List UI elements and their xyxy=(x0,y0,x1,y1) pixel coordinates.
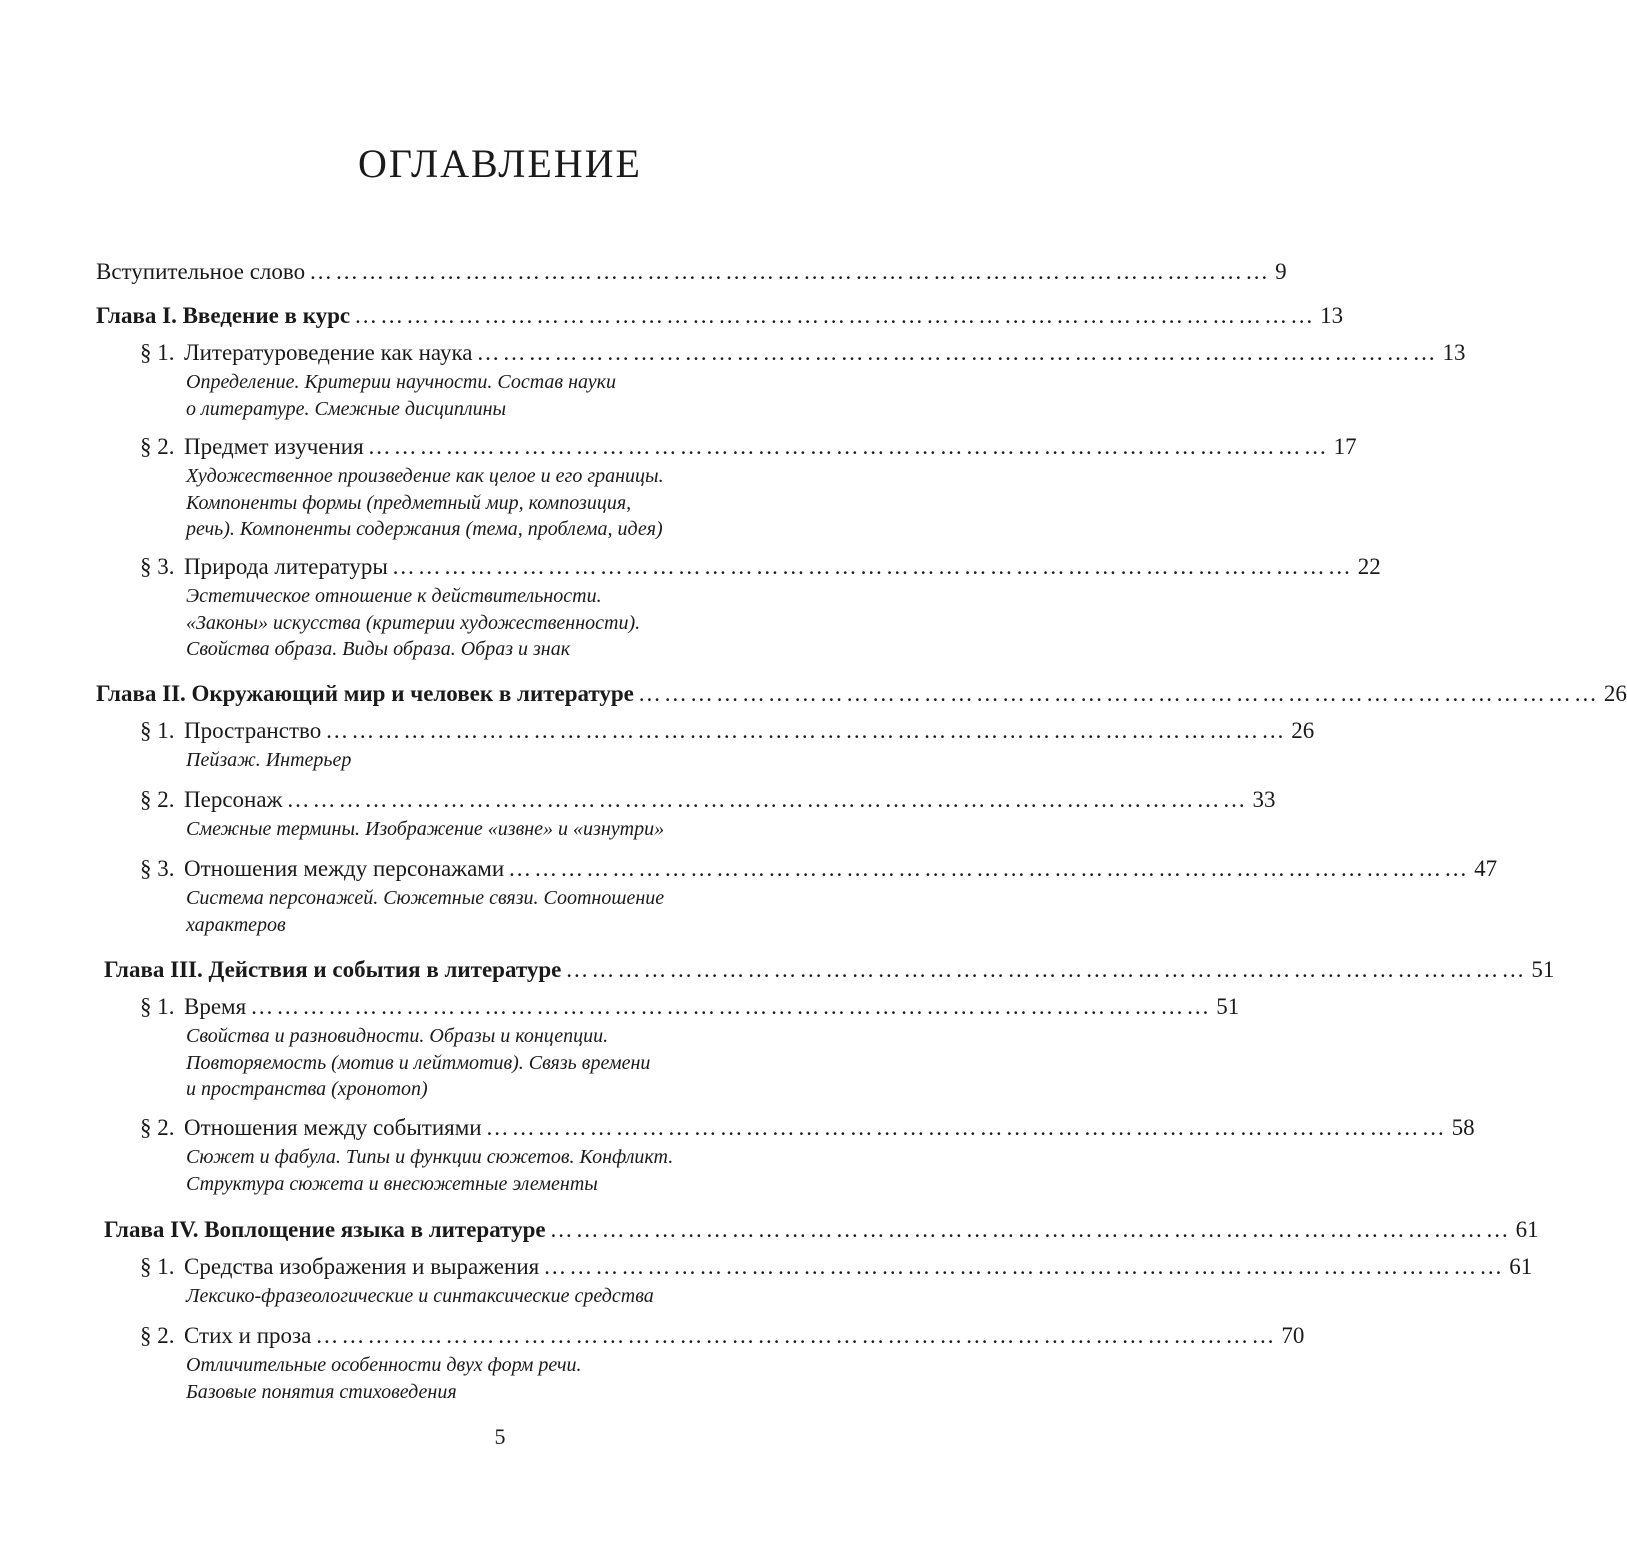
chapter-label: Глава II. Окружающий мир и человек в литературе xyxy=(96,681,634,706)
section-number: § 2. xyxy=(140,434,175,459)
chapter-label: Глава I. Введение в курс xyxy=(96,303,351,328)
leader-dots: ………………………………………………………………………………………………… xyxy=(309,259,1272,284)
description-line: Базовые понятия стиховедения xyxy=(186,1380,457,1403)
leader-dots: ………………………………………………………………………………………………… xyxy=(325,718,1288,743)
description-line: Свойства образа. Виды образа. Образ и знак xyxy=(186,638,571,660)
section-label: Предмет изучения xyxy=(184,434,364,459)
leader-dots: ………………………………………………………………………………………………… xyxy=(485,1115,1448,1140)
section-page: 26 xyxy=(1291,718,1315,743)
section-number: § 2. xyxy=(140,1323,175,1348)
description-line: Определение. Критерии научности. Состав науки xyxy=(186,371,616,393)
section-number: § 1. xyxy=(140,1254,175,1279)
section-page: 51 xyxy=(1216,994,1240,1019)
leader-dots: ………………………………………………………………………………………………… xyxy=(391,554,1354,579)
section-page: 58 xyxy=(1451,1115,1475,1140)
description-line: Сюжет и фабула. Типы и функции сюжетов. Конфликт. xyxy=(186,1146,674,1168)
section-number: § 1. xyxy=(140,340,175,365)
toc-chapter xyxy=(96,677,1627,711)
leader-dots: ………………………………………………………………………………………………… xyxy=(565,957,1528,982)
leader-dots: ………………………………………………………………………………………………… xyxy=(354,303,1317,328)
section-label: Время xyxy=(184,994,247,1019)
section-description xyxy=(186,885,786,938)
section-number: § 3. xyxy=(140,856,175,881)
leader-dots: ………………………………………………………………………………………………… xyxy=(543,1254,1506,1279)
section-description xyxy=(186,583,786,663)
leader-dots: ………………………………………………………………………………………………… xyxy=(476,340,1439,365)
description-line: Повторяемость (мотив и лейтмотив). Связь времени xyxy=(186,1051,651,1074)
section-label: Средства изображения и выражения xyxy=(184,1254,540,1279)
leader-dots: ………………………………………………………………………………………………… xyxy=(508,856,1471,881)
section-description xyxy=(186,369,786,422)
toc-section xyxy=(140,550,1381,584)
toc-chapter xyxy=(96,299,1344,333)
section-label: Отношения между событиями xyxy=(184,1115,482,1140)
description-line: Художественное произведение как целое и его границы. xyxy=(186,465,664,487)
toc-intro-page: 9 xyxy=(1275,259,1287,284)
chapter-label: Глава IV. Воплощение языка в литературе xyxy=(104,1217,546,1242)
chapter-label: Глава III. Действия и события в литературе xyxy=(104,957,562,982)
toc-section xyxy=(140,1111,1475,1145)
leader-dots: ………………………………………………………………………………………………… xyxy=(637,681,1600,706)
page-title: ОГЛАВЛЕНИЕ xyxy=(358,141,642,186)
section-number: § 1. xyxy=(140,718,175,743)
toc-section xyxy=(140,336,1466,370)
toc-intro-label: Вступительное слово xyxy=(96,259,306,284)
page-number: 5 xyxy=(494,1424,506,1449)
section-label: Пространство xyxy=(184,718,322,743)
section-page: 47 xyxy=(1474,856,1498,881)
section-number: § 1. xyxy=(140,994,175,1019)
toc-section xyxy=(140,430,1357,464)
description-line: Отличительные особенности двух форм речи. xyxy=(186,1354,582,1376)
description-line: Эстетическое отношение к действительности. xyxy=(186,585,602,607)
section-page: 33 xyxy=(1252,787,1276,812)
description-line: речь). Компоненты содержания (тема, проблема, идея) xyxy=(186,518,663,540)
section-description xyxy=(186,1023,786,1103)
toc-chapter xyxy=(104,953,1555,987)
section-description xyxy=(186,463,786,543)
section-description xyxy=(186,1283,786,1310)
section-page: 13 xyxy=(1442,340,1466,365)
description-line: Компоненты формы (предметный мир, композиция, xyxy=(186,491,632,514)
description-line: Пейзаж. Интерьер xyxy=(186,749,352,771)
toc-section xyxy=(140,714,1315,748)
description-line: и пространства (хронотоп) xyxy=(186,1078,428,1100)
description-line: Лексико-фразеологические и синтаксические средства xyxy=(186,1285,654,1307)
section-label: Литературоведение как наука xyxy=(184,340,473,365)
toc-section xyxy=(140,852,1498,886)
toc-section xyxy=(140,783,1276,817)
section-label: Отношения между персонажами xyxy=(184,856,505,881)
leader-dots: ………………………………………………………………………………………………… xyxy=(315,1323,1278,1348)
section-page: 70 xyxy=(1281,1323,1305,1348)
section-number: § 2. xyxy=(140,1115,175,1140)
leader-dots: ………………………………………………………………………………………………… xyxy=(250,994,1213,1019)
section-description xyxy=(186,1352,786,1405)
description-line: Система персонажей. Сюжетные связи. Соотношение xyxy=(186,887,665,909)
chapter-page: 13 xyxy=(1320,303,1344,328)
description-line: о литературе. Смежные дисциплины xyxy=(186,397,507,420)
chapter-page: 26 xyxy=(1603,681,1627,706)
section-label: Природа литературы xyxy=(184,554,388,579)
description-line: «Законы» искусства (критерии художественности). xyxy=(186,611,641,634)
section-label: Персонаж xyxy=(184,787,283,812)
leader-dots: ………………………………………………………………………………………………… xyxy=(367,434,1330,459)
description-line: Структура сюжета и внесюжетные элементы xyxy=(186,1172,598,1195)
section-description xyxy=(186,816,786,843)
section-description xyxy=(186,1144,786,1197)
chapter-page: 61 xyxy=(1515,1217,1539,1242)
section-number: § 3. xyxy=(140,554,175,579)
description-line: Свойства и разновидности. Образы и концепции. xyxy=(186,1025,609,1047)
section-page: 17 xyxy=(1333,434,1357,459)
chapter-page: 51 xyxy=(1531,957,1555,982)
description-line: характеров xyxy=(186,913,286,936)
toc-section xyxy=(140,1319,1305,1353)
toc-intro xyxy=(96,255,1287,289)
toc-section xyxy=(140,990,1240,1024)
section-number: § 2. xyxy=(140,787,175,812)
leader-dots: ………………………………………………………………………………………………… xyxy=(549,1217,1512,1242)
toc-chapter xyxy=(104,1213,1539,1247)
section-label: Стих и проза xyxy=(184,1323,312,1348)
section-description xyxy=(186,747,786,774)
leader-dots: ………………………………………………………………………………………………… xyxy=(286,787,1249,812)
section-page: 61 xyxy=(1509,1254,1533,1279)
section-page: 22 xyxy=(1357,554,1381,579)
description-line: Смежные термины. Изображение «извне» и «изнутри» xyxy=(186,818,665,840)
toc-section xyxy=(140,1250,1533,1284)
